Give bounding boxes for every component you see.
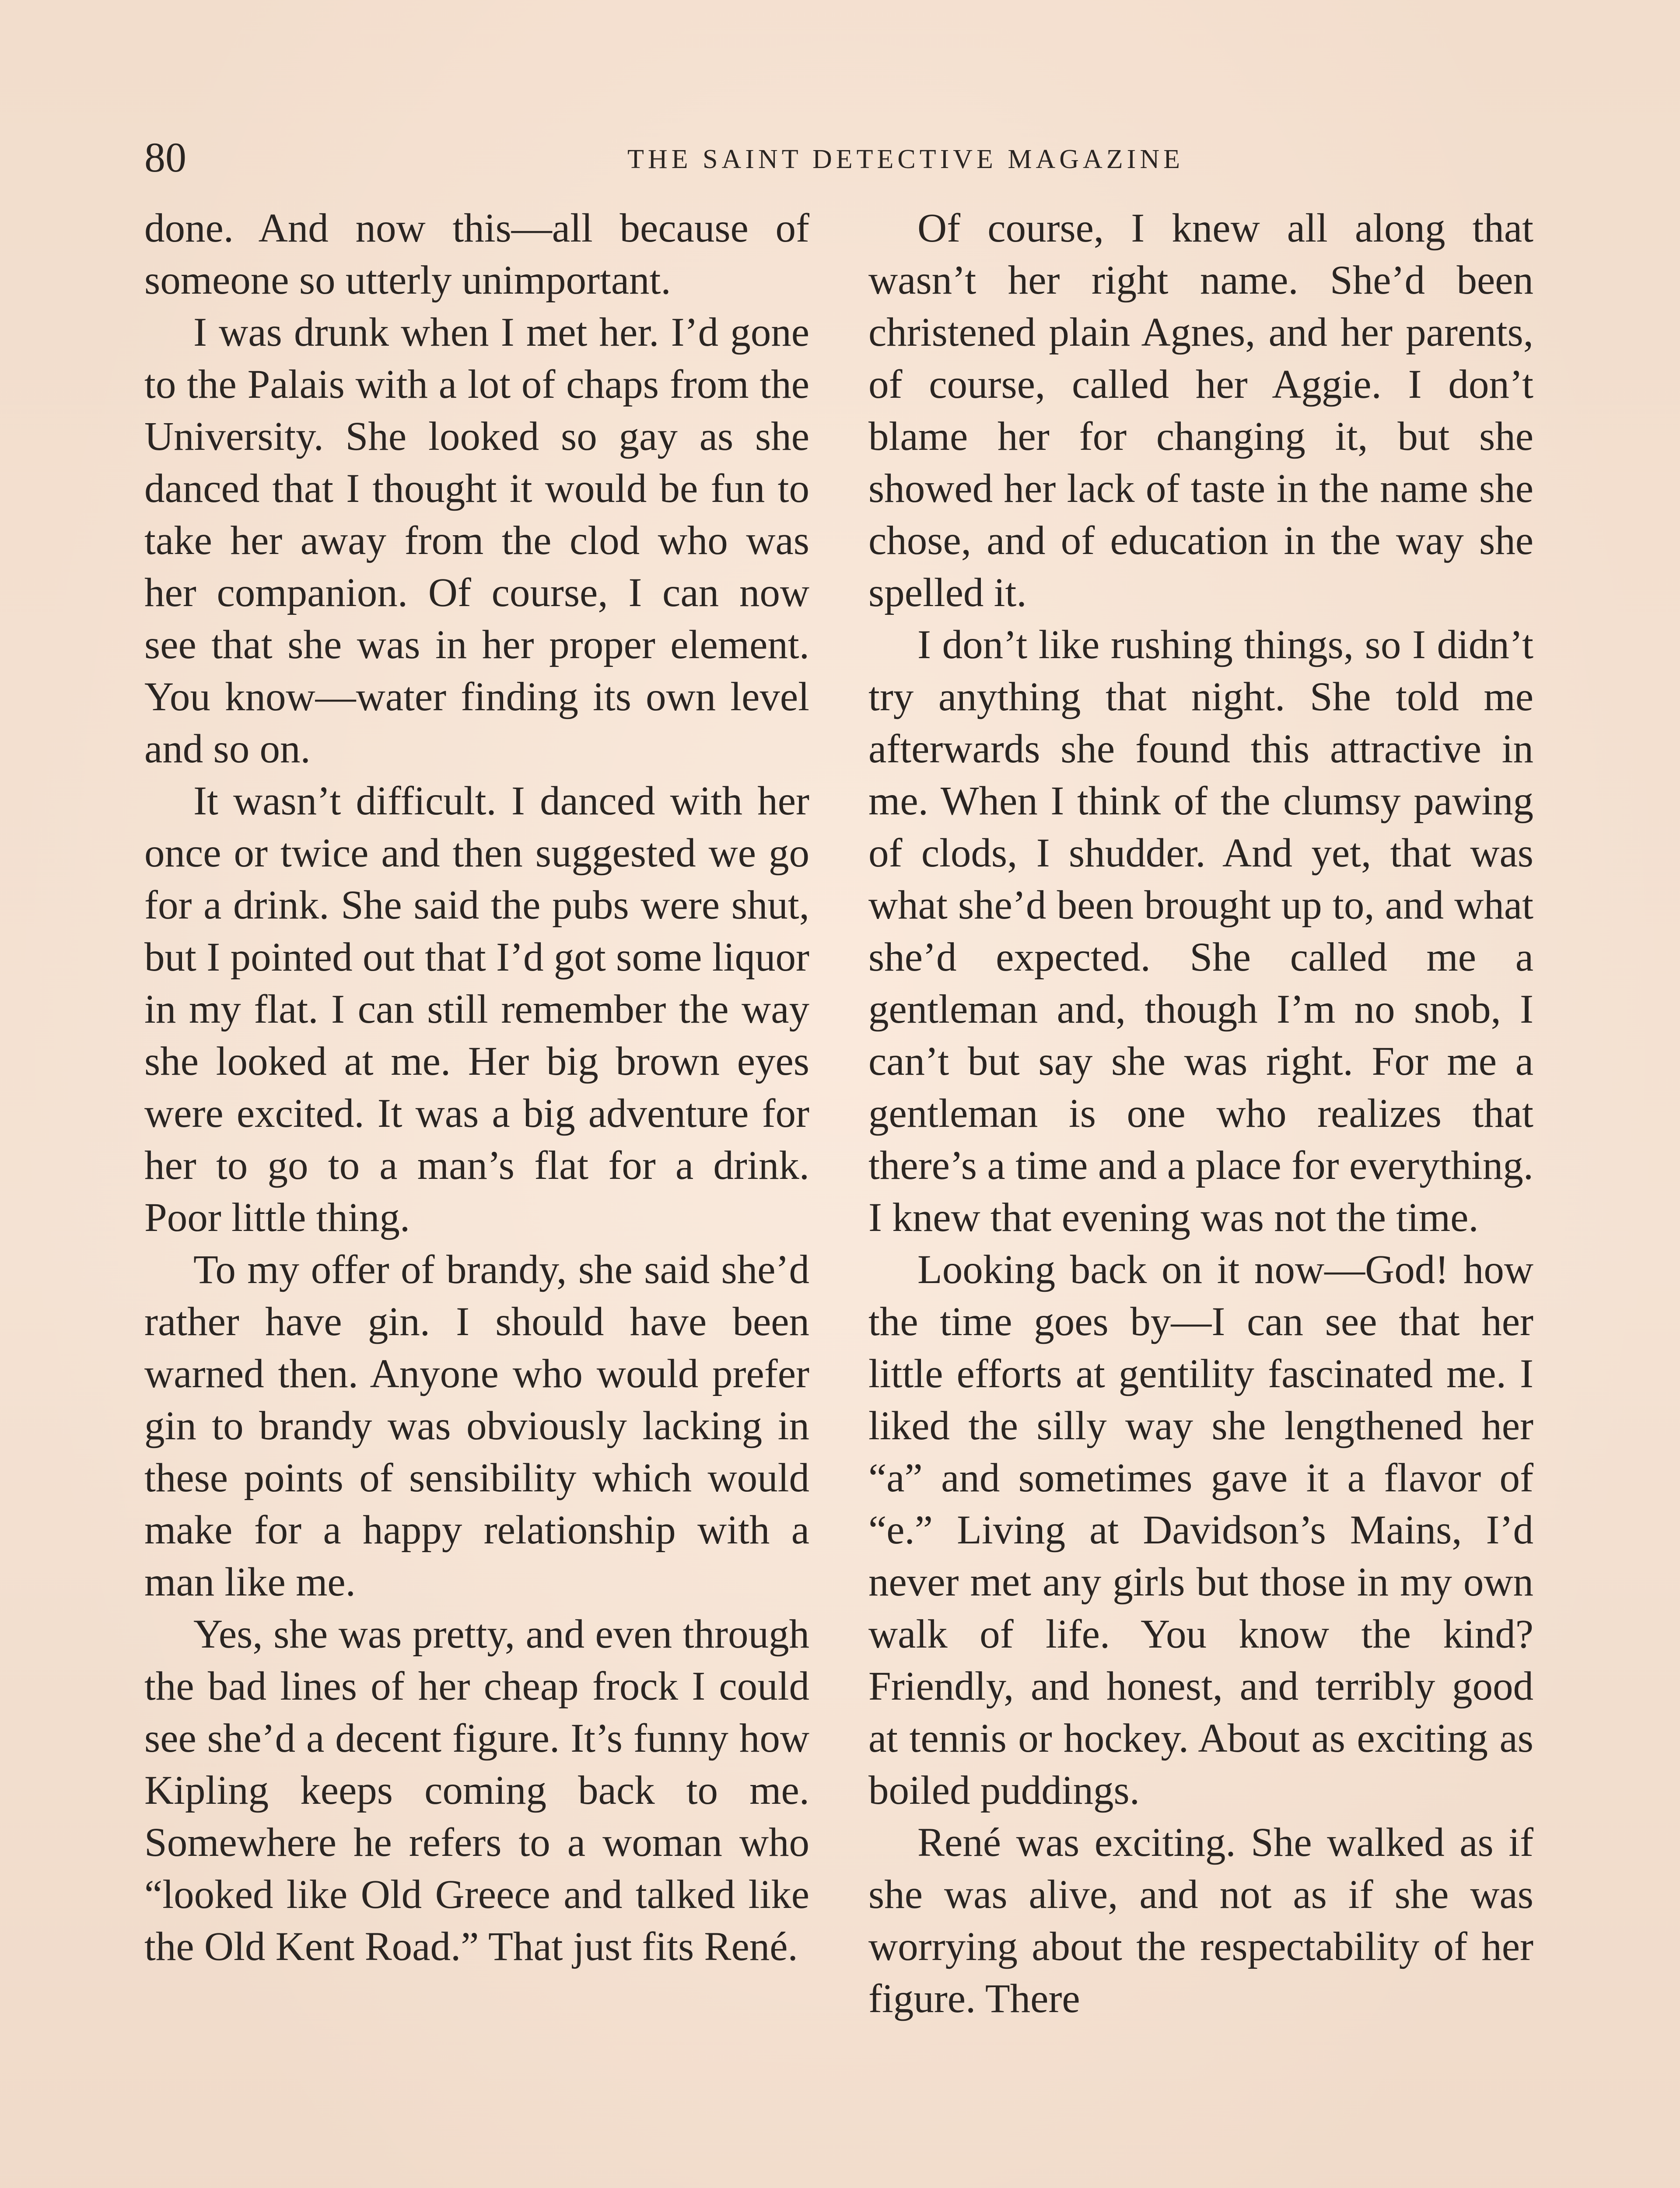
page-number: 80 [144, 134, 186, 181]
paragraph: done. And now this—all because of someone so utterly unimportant. [144, 206, 809, 303]
left-text-column [144, 202, 809, 1973]
running-head [144, 131, 1536, 193]
paragraph: Looking back on it now—God! how the time goes by—I can see that her little efforts at gentility fascinated me. I liked the silly way she lengthened her “a” and sometimes gave it a flavor of “e.” Living at Davidson’s Mains, I’d never met any girls but those in my own walk of life. You know the kind? Friendly, and honest, and terribly good at tennis or hockey. About as exciting as boiled puddings. [868, 1247, 1533, 1813]
right-text-column [868, 202, 1533, 2025]
magazine-title: THE SAINT DETECTIVE MAGAZINE [627, 144, 1184, 174]
paragraph: It wasn’t difficult. I danced with her once or twice and then suggested we go for a drink. She said the pubs were shut, but I pointed out that I’d got some liquor in my flat. I can still remember the way she looked at me. Her big brown eyes were excited. It was a big adventure for her to go to a man’s flat for a drink. Poor little thing. [144, 778, 809, 1240]
paragraph: Yes, she was pretty, and even through the bad lines of her cheap frock I could see she’d a decent figure. It’s funny how Kipling keeps coming back to me. Somewhere he refers to a woman who “looked like Old Greece and talked like the Old Kent Road.” That just fits René. [144, 1612, 809, 1969]
paragraph: René was exciting. She walked as if she was alive, and not as if she was worrying about the respectability of her figure. There [868, 1820, 1533, 2021]
paragraph: Of course, I knew all along that wasn’t her right name. She’d been christened plain Agnes, and her parents, of course, called her Aggie. I don’t blame her for changing it, but she showed her lack of taste in the name she chose, and of education in the way she spelled it. [868, 206, 1533, 615]
paragraph: I don’t like rushing things, so I didn’t try anything that night. She told me afterwards she found this attractive in me. When I think of the clumsy pawing of clods, I shudder. And yet, that was what she’d been brought up to, and what she’d expected. She called me a gentleman and, though I’m no snob, I can’t but say she was right. For me a gentleman is one who realizes that there’s a time and a place for everything. I knew that evening was not the time. [868, 622, 1533, 1240]
paragraph: I was drunk when I met her. I’d gone to the Palais with a lot of chaps from the University. She looked so gay as she danced that I thought it would be fun to take her away from the clod who was her companion. Of course, I can now see that she was in her proper element. You know—water finding its own level and so on. [144, 310, 809, 771]
paragraph: To my offer of brandy, she said she’d rather have gin. I should have been warned then. Anyone who would prefer gin to brandy was obviously lacking in these points of sensibility which would make for a happy relationship with a man like me. [144, 1247, 809, 1605]
